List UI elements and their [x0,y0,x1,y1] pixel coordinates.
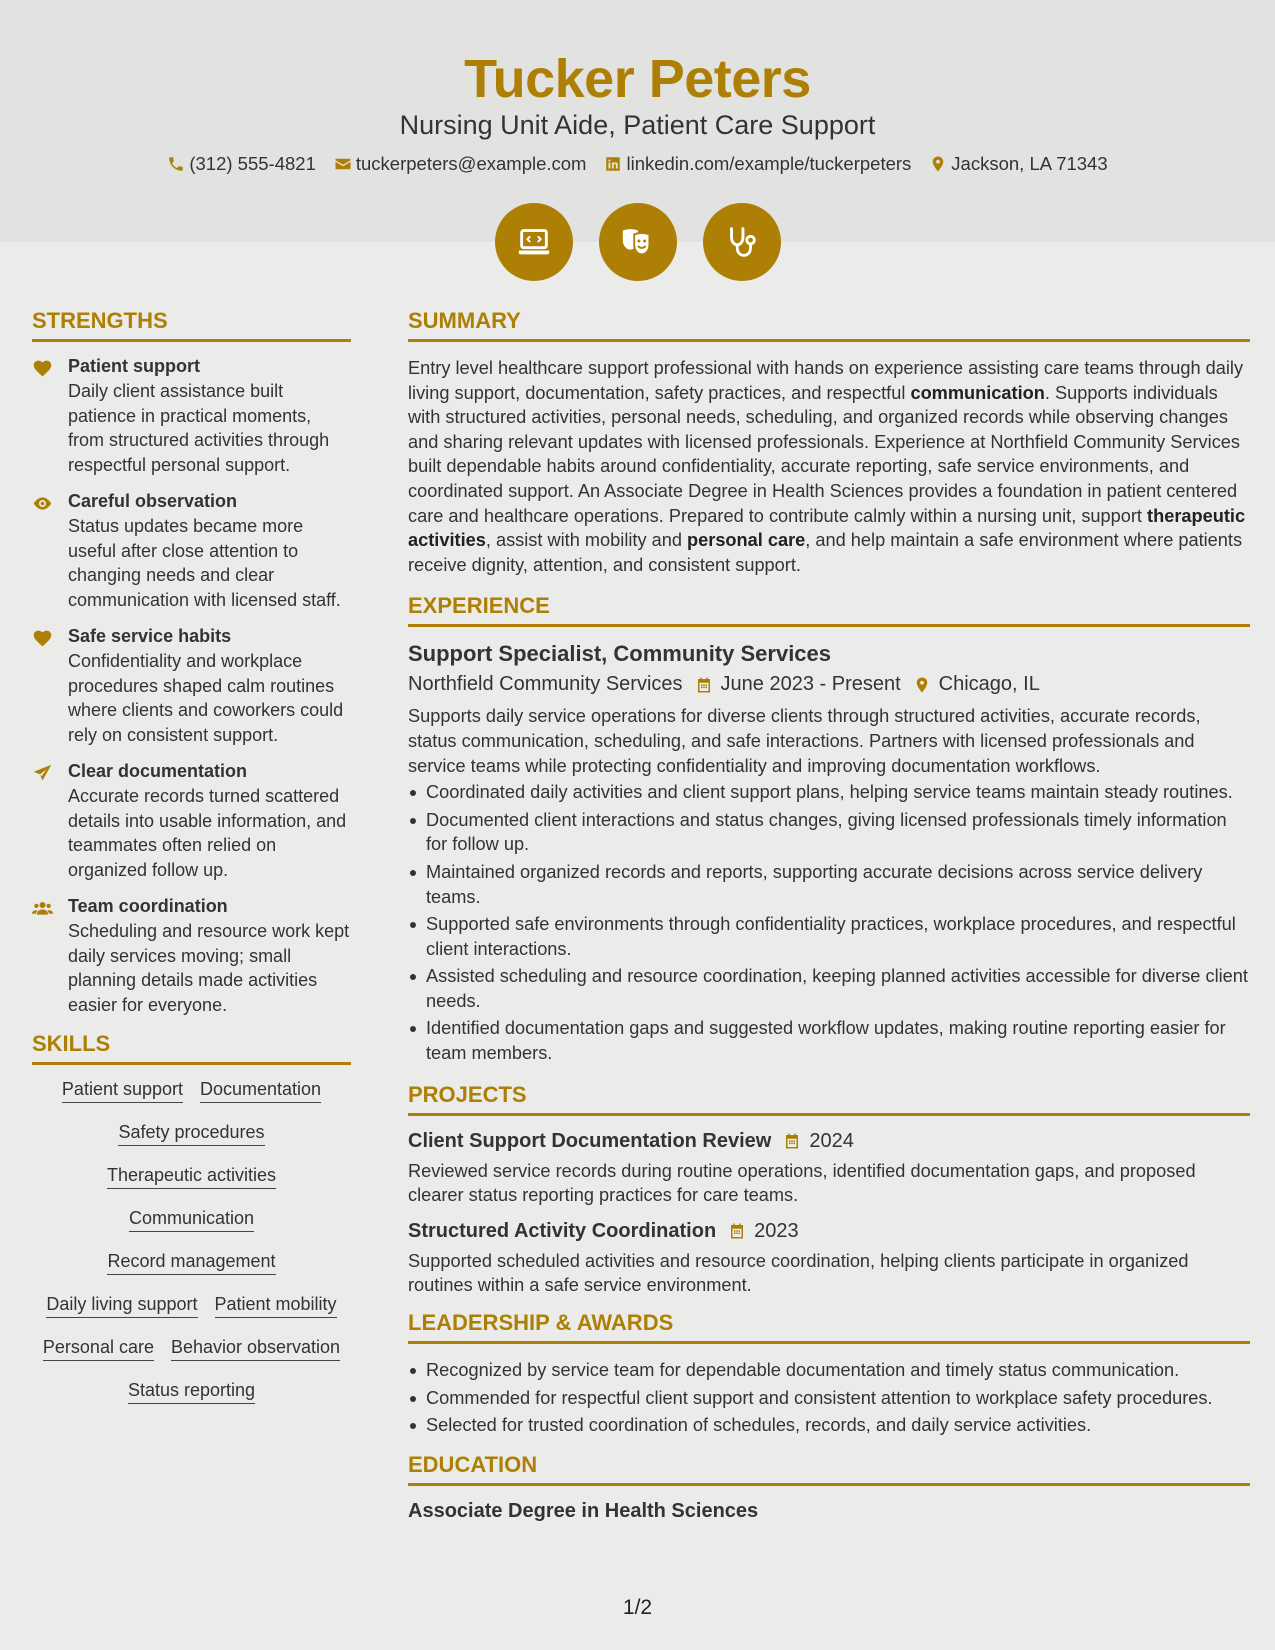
list-item: Assisted scheduling and resource coordination, keeping planned activities accessible for diverse client needs. [408,964,1250,1013]
job-entry [408,641,1250,1065]
list-item: Supported safe environments through confidentiality practices, workplace procedures, and respectful client interactions. [408,912,1250,961]
linkedin-icon [604,155,622,173]
leadership-heading: LEADERSHIP & AWARDS [408,1310,1250,1344]
laptop-code-badge [495,203,573,281]
page-number: 1/2 [622,1596,653,1619]
skill-tag: Daily living support [46,1294,197,1318]
strength-text: Status updates became more useful after close attention to changing needs and clear communication with licensed staff. [68,516,341,610]
skill-tag: Behavior observation [171,1337,340,1361]
list-item: Selected for trusted coordination of schedules, records, and daily service activities. [408,1413,1250,1438]
job-description: Supports daily service operations for diverse clients through structured activities, accurate records, status communication, scheduling, and safe interactions. Partners with licensed professionals and service teams while protecting confidentiality and improving documentation workflows. [408,706,1201,776]
strength-title: Patient support [68,356,201,376]
education-heading: EDUCATION [408,1452,1250,1486]
eye-icon [32,493,53,514]
heart-icon [32,358,53,379]
skill-tag: Record management [107,1251,275,1275]
strengths-heading: STRENGTHS [32,308,351,342]
skill-tag: Patient support [62,1079,183,1103]
job-meta [408,673,1250,696]
skill-tag: Patient mobility [215,1294,337,1318]
strength-text: Scheduling and resource work kept daily services moving; small planning details made activities easier for everyone. [68,921,350,1015]
calendar-icon [695,676,713,694]
skill-tag: Communication [129,1208,254,1232]
contact-linkedin[interactable] [604,153,911,175]
contact-location [929,153,1107,175]
list-item: Identified documentation gaps and suggested workflow updates, making routine reporting easier for team members. [408,1016,1250,1065]
job-company: Northfield Community Services [408,673,683,696]
skills-list [32,1079,351,1404]
strength-title: Team coordination [68,896,228,916]
contact-phone[interactable] [167,153,316,175]
summary-text [408,356,1250,577]
summary-part: . Supports individuals with structured activities, personal needs, scheduling, and organized records while observing changes and sharing relevant updates with licensed professionals. Experience at Northfield Community Services built dependable habits around confidentiality, accurate reporting, safe service environments, and coordinated support. An Associate Degree in Health Sciences provides a foundation in patient centered care and healthcare operations. Prepared to contribute calmly within a nursing unit, support [408,382,1240,526]
list-item: Coordinated daily activities and client support plans, helping service teams maintain steady routines. [408,780,1250,805]
left-column [32,308,351,1404]
leadership-list [408,1358,1250,1438]
job-bullets [408,780,1250,1066]
theater-masks-icon [619,223,657,261]
headline: Nursing Unit Aide, Patient Care Support [399,110,876,140]
strength-item [32,896,351,1017]
skills-heading: SKILLS [32,1031,351,1065]
right-column [408,308,1250,1523]
map-marker-icon [929,155,947,173]
stethoscope-icon [723,223,761,261]
skill-tag: Status reporting [128,1380,255,1404]
list-item: Commended for respectful client support and consistent attention to workplace safety procedures. [408,1386,1250,1411]
location-text: Jackson, LA 71343 [951,153,1108,174]
strength-title: Safe service habits [68,626,232,646]
contact-email[interactable] [334,153,587,175]
strength-item [32,356,351,477]
paper-plane-icon [32,763,53,784]
project-description: Supported scheduled activities and resource coordination, helping clients participate in organized routines within a safe service environment. [408,1250,1189,1296]
calendar-icon [728,1222,746,1240]
heart-icon [32,628,53,649]
list-item: Maintained organized records and reports, supporting accurate decisions across service delivery teams. [408,860,1250,909]
stethoscope-badge [703,203,781,281]
project-description: Reviewed service records during routine operations, identified documentation gaps, and proposed clearer status reporting practices for care teams. [408,1160,1196,1206]
project-year: 2024 [809,1129,854,1152]
strength-text: Confidentiality and workplace procedures shaped calm routines where clients and coworkers could rely on consistent support. [68,651,344,745]
summary-part: Entry level healthcare support professional with hands on experience assisting care teams through daily living support, documentation, safety practices, and respectful [408,358,1244,403]
map-marker-icon [913,676,931,694]
strength-text: Accurate records turned scattered details into usable information, and teammates often relied on organized follow up. [68,786,347,880]
calendar-icon [783,1132,801,1150]
list-item: Recognized by service team for dependable documentation and timely status communication. [408,1358,1250,1383]
project-entry [408,1130,1250,1208]
email-text: tuckerpeters@example.com [355,153,587,174]
envelope-icon [334,155,352,173]
skill-tag: Therapeutic activities [107,1165,276,1189]
summary-heading: SUMMARY [408,308,1250,342]
project-name: Structured Activity Coordination [408,1219,717,1242]
summary-part: , assist with mobility and [485,530,688,551]
experience-heading: EXPERIENCE [408,593,1250,627]
strength-item [32,761,351,882]
phone-text: (312) 555-4821 [189,153,316,174]
strength-text: Daily client assistance built patience in practical moments, from structured activities through respectful personal support. [68,381,330,475]
job-location: Chicago, IL [938,673,1040,696]
candidate-name: Tucker Peters [464,49,811,109]
summary-emphasis: therapeutic activities [408,505,1246,551]
strength-title: Clear documentation [68,761,248,781]
project-name: Client Support Documentation Review [408,1129,772,1152]
linkedin-text: linkedin.com/example/tuckerpeters [626,153,912,174]
job-dates: June 2023 - Present [720,673,901,696]
laptop-code-icon [515,223,553,261]
contact-bar [0,153,1275,175]
strength-item [32,626,351,747]
projects-heading: PROJECTS [408,1082,1250,1116]
summary-emphasis: personal care [687,530,806,551]
education-degree: Associate Degree in Health Sciences [408,1499,759,1522]
badge-row [0,203,1275,281]
strength-item [32,491,351,612]
project-entry [408,1220,1250,1298]
skill-tag: Personal care [43,1337,154,1361]
summary-part: , and help maintain a safe environment where patients receive dignity, attention, and consistent support. [408,530,1243,575]
skill-tag: Documentation [200,1079,321,1103]
theater-masks-badge [599,203,677,281]
job-role: Support Specialist, Community Services [408,641,832,667]
project-year: 2023 [754,1219,799,1242]
skill-tag: Safety procedures [118,1122,264,1146]
strength-title: Careful observation [68,491,238,511]
summary-emphasis: communication [910,382,1045,403]
users-icon [32,898,53,919]
list-item: Documented client interactions and status changes, giving licensed professionals timely information for follow up. [408,808,1250,857]
phone-icon [167,155,185,173]
